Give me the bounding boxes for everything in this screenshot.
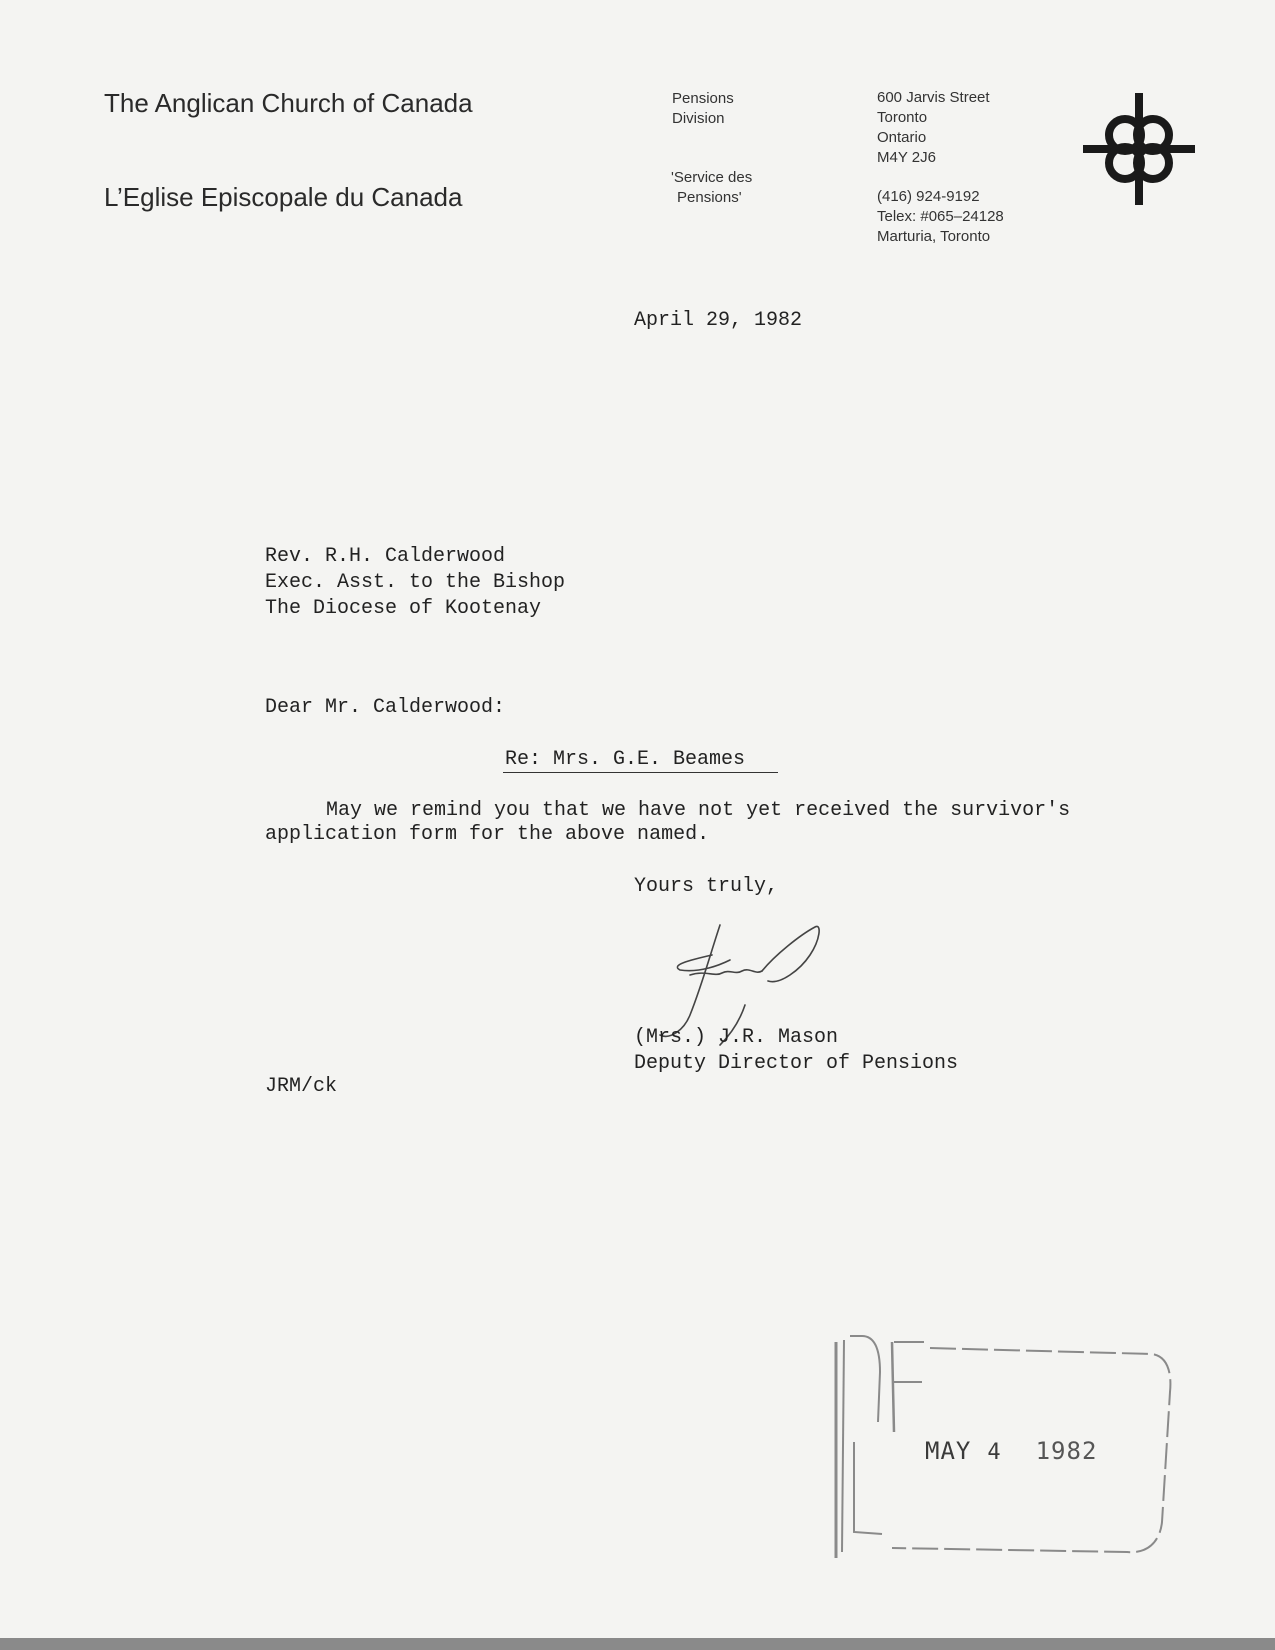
recipient-line: Exec. Asst. to the Bishop — [265, 571, 566, 594]
recipient-address — [265, 544, 565, 622]
closing: Yours truly, — [634, 875, 779, 898]
phone-number: (416) 924-9192 — [877, 188, 980, 205]
address-line: 600 Jarvis Street — [877, 89, 990, 106]
telex-number: Telex: #065–24128 — [877, 208, 1004, 225]
division-label — [672, 89, 734, 129]
address-line: M4Y 2J6 — [877, 149, 936, 166]
division-line: Pensions — [672, 90, 734, 107]
stamp-date — [925, 1437, 1097, 1465]
stamp-year: 1982 — [1035, 1437, 1098, 1465]
body-line: May we remind you that we have not yet received the survivor's — [326, 799, 1071, 822]
service-line: Pensions' — [677, 189, 742, 206]
reference-underline — [503, 772, 778, 773]
service-line: 'Service des — [671, 169, 753, 186]
scan-bottom-edge — [0, 1638, 1275, 1650]
letter-body — [265, 799, 1070, 847]
contact-info — [877, 187, 1004, 247]
division-line: Division — [672, 110, 725, 127]
reference-line: Re: Mrs. G.E. Beames — [505, 748, 746, 771]
org-name-french: L’Eglise Episcopale du Canada — [104, 182, 463, 212]
stamp-day: 4 — [987, 1440, 1002, 1465]
signer-title: Deputy Director of Pensions — [634, 1052, 959, 1075]
letter-date: April 29, 1982 — [634, 309, 803, 332]
address-line: Ontario — [877, 129, 927, 146]
service-label — [671, 168, 752, 208]
org-name-english: The Anglican Church of Canada — [104, 88, 473, 118]
stamp-month: MAY — [925, 1437, 972, 1465]
mailing-address — [877, 88, 990, 168]
signature-block — [634, 1025, 958, 1077]
recipient-line: Rev. R.H. Calderwood — [265, 545, 506, 568]
address-line: Toronto — [877, 109, 928, 126]
typist-initials: JRM/ck — [265, 1075, 338, 1098]
signer-name: (Mrs.) J.R. Mason — [634, 1026, 839, 1049]
body-line: application form for the above named. — [265, 823, 710, 846]
salutation: Dear Mr. Calderwood: — [265, 696, 506, 719]
recipient-line: The Diocese of Kootenay — [265, 597, 542, 620]
anglican-compass-rose-icon — [1083, 93, 1195, 205]
cable-address: Marturia, Toronto — [877, 228, 991, 245]
